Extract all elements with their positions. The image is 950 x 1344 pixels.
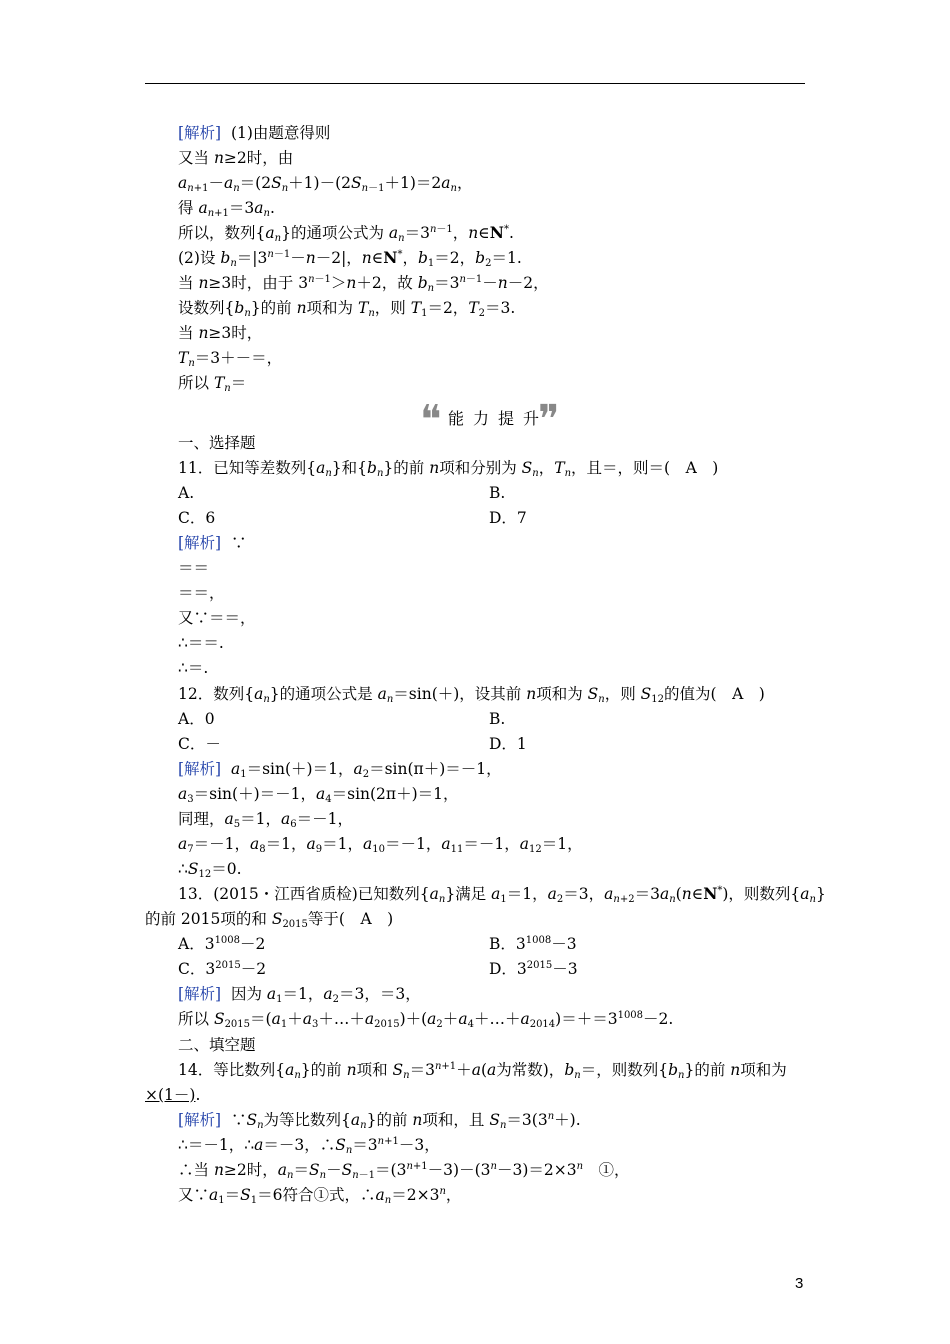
section-heading: 一、选择题 — [178, 434, 256, 452]
quote-open-icon: ❝ — [420, 397, 442, 443]
text: 同理， — [178, 810, 225, 828]
analysis-tag: [解析] — [178, 760, 222, 778]
text: ＝－1， — [193, 835, 250, 853]
line: ∴＝－1，∴a＝－3，$\therefore S_n=3^{n+1}-3$， — [178, 1136, 440, 1156]
option-a: A．$3^{1008}-2$ — [178, 935, 266, 953]
line: $a_{n+1}-a_n=(2S_n+1)-(2S_{n-1}+1)=2a_n$， — [178, 174, 473, 194]
line: 所以，数列$\{a_n\}$的通项公式为 $a_n=3^{n-1}$，n∈N*. — [178, 223, 514, 244]
text: ＝－1， — [384, 835, 442, 853]
line: $\therefore S_{12}=0$. — [178, 860, 242, 880]
text: ＝sin(＋)＝1， — [246, 760, 354, 778]
page-number: 3 — [795, 1275, 804, 1292]
line: 同理，$a_5=1$，$a_6=-1$， — [178, 810, 354, 830]
line: $a_3=\sin(+)=-1$，$a_4=\sin(2\pi+)=1$， — [178, 785, 459, 805]
line: [解析] 因为 $a_1=1$，$a_2=3$，＝3， — [178, 985, 421, 1005]
text: ＝1， — [265, 835, 307, 853]
line: 又$\because a_1=S_1=6$符合①式，$\therefore a_n=2\times 3^n$， — [178, 1186, 462, 1206]
answer: ×(1－). — [145, 1086, 201, 1104]
question-11: 11．已知等差数列$\{a_n\}$和$\{b_n\}$的前 n项和分别为 $S_n$，$T_n$，且＝，则＝( A ) — [178, 459, 719, 479]
option-a: A. — [178, 484, 195, 502]
line: $T_n=3+-=$， — [178, 349, 283, 369]
option-b: B. — [489, 484, 506, 502]
option-c: C．6 — [178, 509, 216, 527]
text: ＝sin(＋)＝－1， — [193, 785, 316, 803]
line: 当 n≥3时， — [178, 324, 263, 342]
line: ∴＝＝. — [178, 634, 224, 652]
text: ＝0. — [211, 860, 242, 878]
option-b: B. — [489, 710, 506, 728]
text: ＝sin(2π＋)＝1， — [331, 785, 459, 803]
text: ∵ — [230, 534, 247, 552]
option-d: D．1 — [489, 735, 527, 753]
text: ＝－1， — [463, 835, 520, 853]
line: ＝＝， — [178, 584, 225, 602]
analysis-tag: [解析] — [178, 985, 222, 1003]
line: 得 $a_{n+1}=3a_n$. — [178, 199, 275, 219]
line: 又∵＝＝， — [178, 609, 256, 627]
section-banner — [420, 397, 570, 443]
line: 的前 2015项的和 $S_{2015}$等于( A ) — [145, 910, 394, 930]
analysis-tag: [解析] — [178, 124, 222, 142]
text: ＝1， — [541, 835, 583, 853]
text: ＝1， — [322, 835, 363, 853]
line: ∴＝. — [178, 659, 209, 677]
option-c: C．－ — [178, 735, 221, 753]
question-14: 14．等比数列$\{a_n\}$的前 n项和 $S_n=3^{n+1}+a(a$为常数)，$b_n=$，则数列$\{b_n\}$的前 n项和为 — [178, 1061, 787, 1081]
section-title: 能力提升 — [448, 409, 549, 428]
option-c: C．$3^{2015}-2$ — [178, 960, 267, 978]
text: (1)由题意得则 — [230, 124, 331, 142]
line: ＝＝ — [178, 559, 210, 577]
line: ∴当 n≥2时，$a_n=S_n-S_{n-1}=(3^{n+1}-3)-(3^n-3)=2\times 3^n$ ①， — [178, 1161, 630, 1181]
line: 当 n≥3时，由于 $3^{n-1}>n+2$，故 $b_n=3^{n-1}-n-2$， — [178, 274, 549, 294]
analysis-tag: [解析] — [178, 534, 222, 552]
question-12: 12．数列$\{a_n\}$的通项公式是 $a_n=\sin(+)$，设其前 n项和为 $S_n$，则 $S_{12}$的值为( A ) — [178, 685, 765, 705]
option-d: D．7 — [489, 509, 527, 527]
line: [解析] $a_1=\sin(+)=1$，$a_2=\sin(\pi+)=-1$， — [178, 760, 502, 780]
option-b: B．$3^{1008}-3$ — [489, 935, 577, 953]
line: 所以 $T_n=$ — [178, 374, 247, 394]
line: $a_7=-1$，$a_8=1$，$a_9=1$，$a_{10}=-1$，$a_{11}=-1$，$a_{12}=1$， — [178, 835, 583, 855]
option-a: A．0 — [178, 710, 215, 728]
text: ＝1， — [240, 810, 282, 828]
line: (2)设 $b_n=|3^{n-1}-n-2|$，n∈N*，$b_1=2$，$b_2=1$. — [178, 248, 522, 269]
line — [178, 122, 330, 144]
answer-text: ×(1－) — [145, 1086, 196, 1104]
quote-close-icon: ❞ — [538, 397, 560, 443]
line: 又当 n≥2时，由 — [178, 149, 294, 167]
question-13: 13．(2015・江西省质检)已知数列$\{a_n\}$满足 $a_1=1$，$a_2=3$，$a_{n+2}=3a_n(n\in N^*)$，则数列$\{a_n\}$ — [178, 884, 826, 905]
line — [178, 532, 246, 554]
line: 设数列$\{b_n\}$的前 n项和为 $T_n$，则 $T_1=2$，$T_2=3$. — [178, 299, 516, 319]
text: ＝sin(π＋)＝－1， — [369, 760, 502, 778]
line: [解析] $\because S_n$为等比数列$\{a_n\}$的前 n项和，且 $S_n=3(3^n+)$. — [178, 1111, 581, 1131]
text: ＝－1， — [296, 810, 354, 828]
line: 所以 $S_{2015}=(a_1+a_3+\dots+a_{2015})+(a_2+a_4+\dots+a_{2014})=+=3^{1008}-2$. — [178, 1010, 674, 1030]
section-heading: 二、填空题 — [178, 1036, 256, 1054]
header-rule — [145, 83, 805, 84]
analysis-tag: [解析] — [178, 1111, 222, 1129]
option-d: D．$3^{2015}-3$ — [489, 960, 578, 978]
